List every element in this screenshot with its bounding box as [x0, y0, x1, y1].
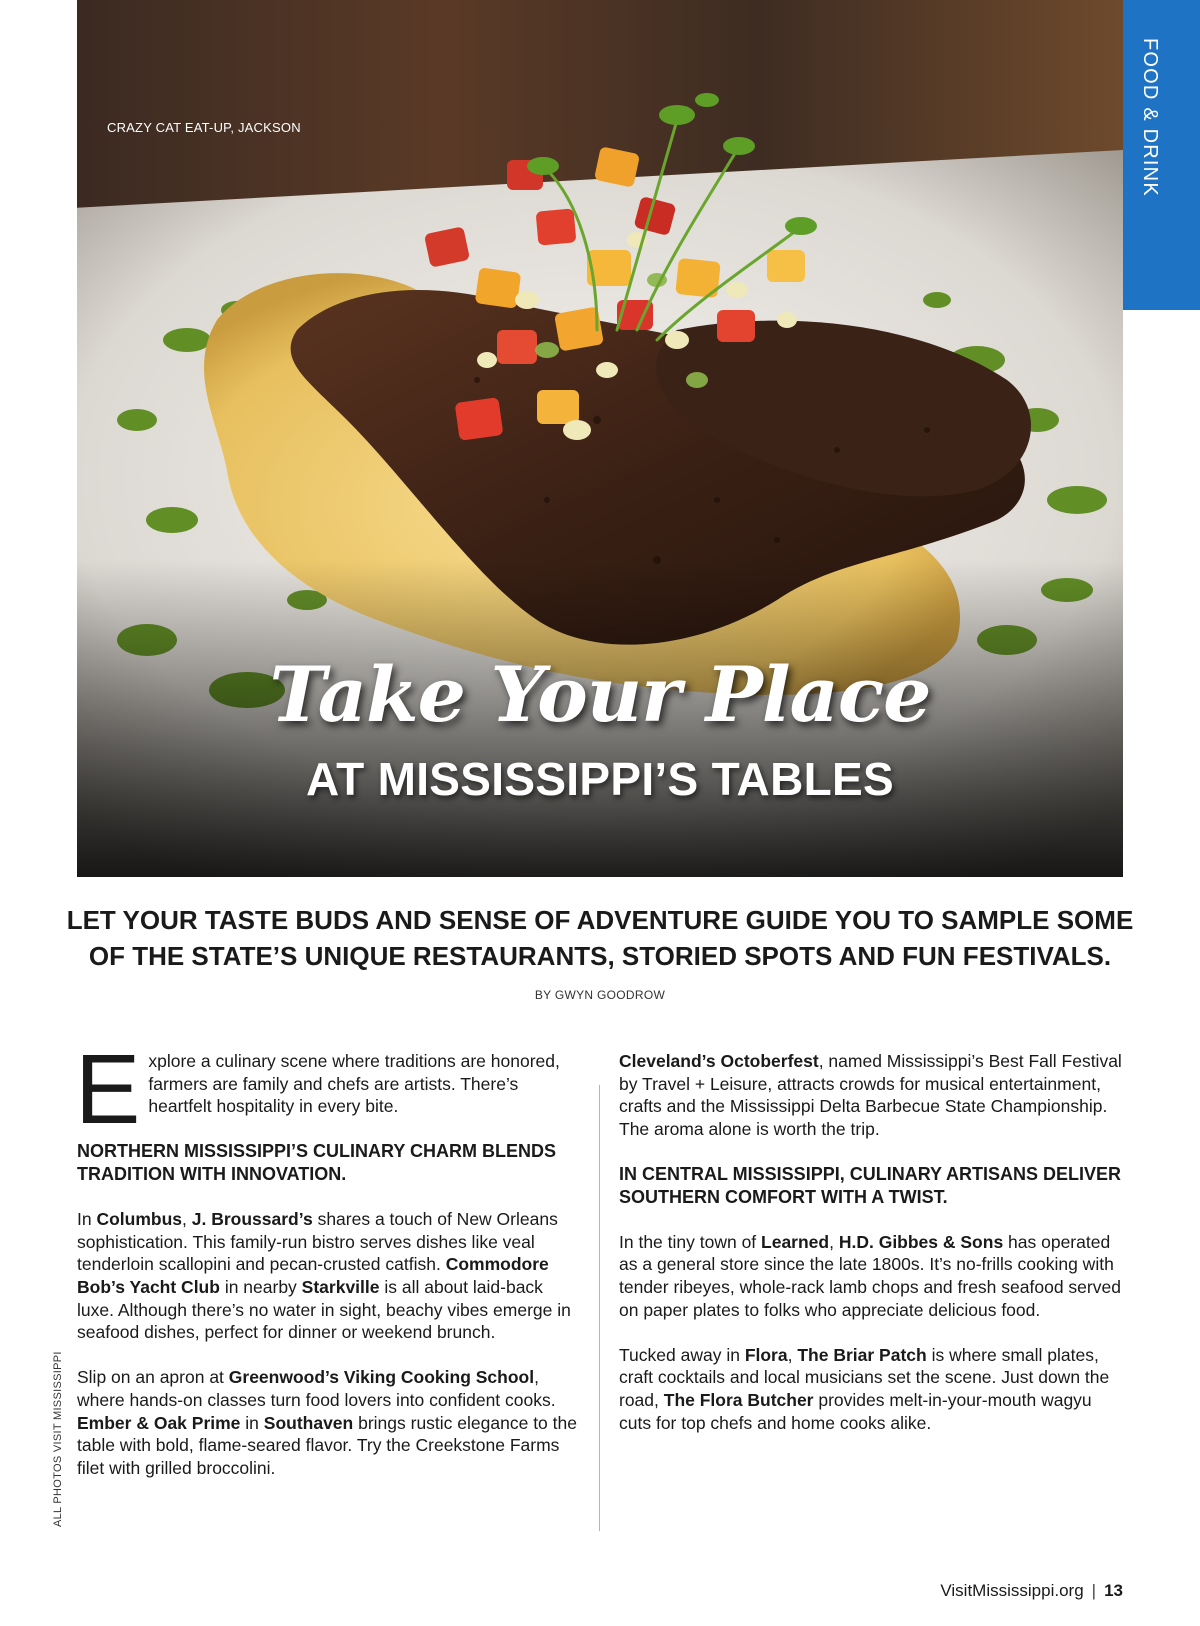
article-dek: LET YOUR TASTE BUDS AND SENSE OF ADVENTURE GUIDE YOU TO SAMPLE SOME OF THE STATE’S UNIQUE RESTAURANTS, STORIED SPOTS AND FUN FESTIVALS.: [66, 905, 1134, 971]
footer-separator: |: [1091, 1581, 1097, 1600]
paragraph-columbus: In Columbus, J. Broussard’s shares a touch of New Orleans sophistication. This family-run bistro serves dishes like veal tenderloin scallopini and pecan-crusted catfish. Commodore Bob’s Yacht Club in nearby Starkville is all about laid-back luxe. Although there’s no water in sight, beachy vibes emerge in seafood dishes, perfect for dinner or weekend brunch.: [77, 1209, 571, 1343]
section-heading-central: IN CENTRAL MISSISSIPPI, CULINARY ARTISANS DELIVER SOUTHERN COMFORT WITH A TWIST.: [619, 1163, 1122, 1207]
paragraph-cleveland: Cleveland’s Octoberfest, named Mississippi’s Best Fall Festival by Travel + Leisure, attracts crowds for musical entertainment, crafts and the Mississippi Delta Barbecue State Championship. The aroma alone is worth the trip.: [619, 1051, 1122, 1139]
page-footer: [940, 1581, 1123, 1601]
photo-credit: ALL PHOTOS VISIT MISSISSIPPI: [52, 1351, 64, 1527]
paragraph-flora: Tucked away in Flora, The Briar Patch is where small plates, craft cocktails and local musicians set the scene. Just down the road, The Flora Butcher provides melt-in-your-mouth wagyu cuts for top chefs and home cooks alike.: [619, 1344, 1110, 1433]
page-number: 13: [1104, 1581, 1123, 1600]
section-tab: [1123, 0, 1200, 310]
article-column-left: [75, 1034, 582, 1502]
paragraph-learned: In the tiny town of Learned, H.D. Gibbes & Sons has operated as a general store since the late 1800s. It’s no-frills cooking with tender ribeyes, whole-rack lamb chops and fresh seafood served on paper plates to folks who appreciate delicious food.: [619, 1231, 1121, 1320]
photo-caption: CRAZY CAT EAT-UP, JACKSON: [107, 120, 301, 135]
byline: BY GWYN GOODROW: [534, 988, 666, 1002]
hero-photo: [77, 0, 1123, 877]
section-tab-label: FOOD & DRINK: [1139, 38, 1161, 197]
footer-site-link[interactable]: VisitMississippi.org: [940, 1581, 1084, 1600]
intro-paragraph: Explore a culinary scene where traditions are honored, farmers are family and chefs are artists. There’s heartfelt hospitality in every bite.: [75, 1034, 560, 1144]
column-divider: [599, 1085, 600, 1531]
drop-cap: E: [75, 1034, 141, 1144]
section-heading-northern: NORTHERN MISSISSIPPI’S CULINARY CHARM BLENDS TRADITION WITH INNOVATION.: [77, 1141, 557, 1184]
headline-subtitle: AT MISSISSIPPI’S TABLES: [306, 753, 894, 805]
paragraph-greenwood: Slip on an apron at Greenwood’s Viking Cooking School, where hands-on classes turn food lovers into confident cooks. Ember & Oak Prime in Southaven brings rustic elegance to the table with bold, flame-seared flavor. Try the Creekstone Farms filet with grilled broccolini.: [77, 1367, 577, 1478]
article-column-right: [619, 1050, 1124, 1457]
headline-script: Take Your Place: [269, 650, 931, 739]
